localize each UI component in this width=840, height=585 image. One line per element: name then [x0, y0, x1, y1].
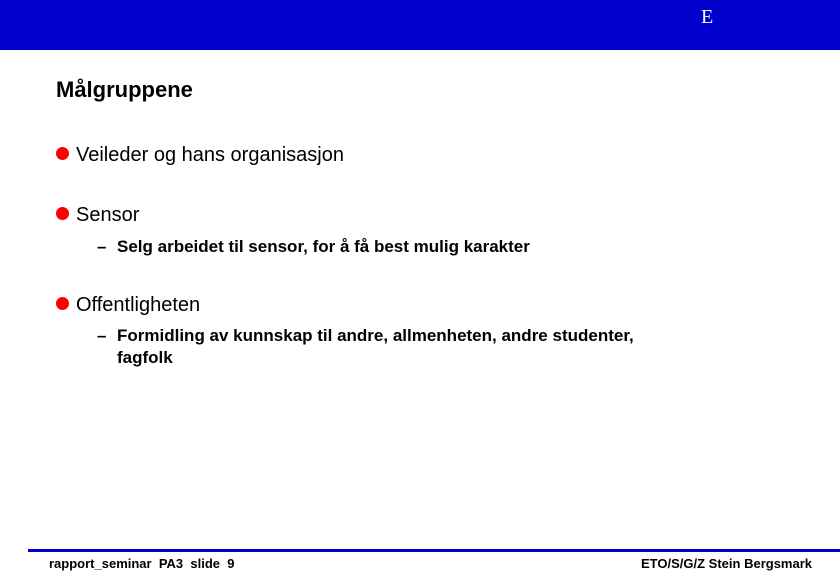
sub-bullet-dash: – — [97, 237, 107, 256]
footer-author: ETO/S/G/Z Stein Bergsmark — [641, 556, 812, 571]
bullet-item — [56, 143, 344, 167]
sub-bullet-item — [97, 325, 634, 369]
header-bar — [0, 0, 840, 50]
bullet-text: Offentligheten — [76, 294, 201, 316]
sub-bullet-text: Selg arbeidet til sensor, for å få best mulig karakter — [117, 237, 530, 256]
bullet-dot-icon — [56, 297, 69, 310]
bullet-dot-icon — [56, 207, 69, 220]
sub-bullet-dash: – — [97, 326, 107, 345]
bullet-item — [56, 203, 139, 227]
footer-slide-info: rapport_seminar PA3 slide 9 — [49, 556, 235, 571]
sub-bullet-item — [97, 236, 530, 258]
sub-bullet-text-continuation: fagfolk — [117, 348, 173, 367]
logo-letter: E — [701, 6, 714, 28]
footer-divider — [28, 549, 840, 552]
bullet-text: Veileder og hans organisasjon — [76, 144, 344, 166]
bullet-text: Sensor — [76, 204, 140, 226]
slide-title: Målgruppene — [56, 77, 193, 102]
bullet-dot-icon — [56, 147, 69, 160]
sub-bullet-text: Formidling av kunnskap til andre, allmenheten, andre studenter, — [117, 326, 634, 345]
bullet-item — [56, 293, 200, 317]
